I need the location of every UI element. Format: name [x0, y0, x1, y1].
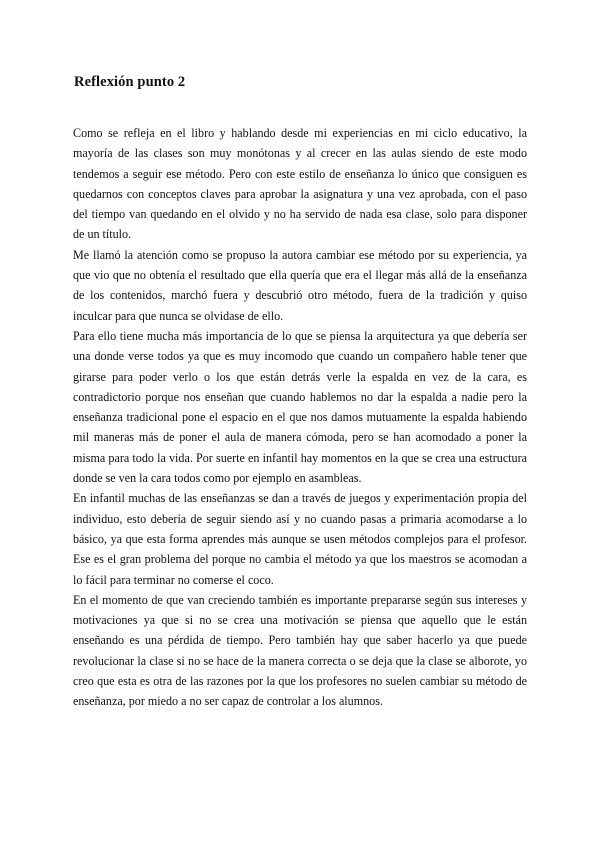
- document-body: [73, 123, 527, 712]
- document-title: Reflexión punto 2: [74, 74, 186, 90]
- paragraph-4: En infantil muchas de las enseñanzas se dan a través de juegos y experimentación propia del individuo, esto debería de seguir siendo así y no cuando pasas a primaria acomodarse a lo básico, ya que esta forma aprendes más aunque se usen métodos complejos para el profesor. Ese es el gran problema del porque no cambia el método ya que los maestros se acomodan a lo fácil para terminar no comerse el coco.: [73, 491, 527, 587]
- paragraph-5: En el momento de que van creciendo también es importante prepararse según sus intereses y motivaciones ya que si no se crea una motivación se piensa que aquello que le están enseñando es una pérdida de tiempo. Pero también hay que saber hacerlo ya que puede revolucionar la clase si no se hace de la manera correcta o se deja que la clase se alborote, yo creo que esta es otra de las razones por la que los profesores no suelen cambiar su método de enseñanza, por miedo a no ser capaz de controlar a los alumnos.: [73, 592, 527, 709]
- paragraph-1: Como se refleja en el libro y hablando desde mi experiencias en mi ciclo educativo, la mayoría de las clases son muy monótonas y al crecer en las aulas siendo de este modo tendemos a seguir ese método. Pero con este estilo de enseñanza lo único que consiguen es quedarnos con conceptos claves para aprobar la asignatura y una vez aprobada, con el paso del tiempo van quedando en el olvido y no ha servido de nada esa clase, solo para disponer de un título.: [73, 126, 527, 242]
- paragraph-2: Me llamó la atención como se propuso la autora cambiar ese método por su experiencia, ya que vio que no obtenía el resultado que ella quería que era el llegar más allá de la enseñanza de los contenidos, marchó fuera y descubrió otro método, fuera de la tradición y quiso inculcar para que nunca se olvidase de ello.: [73, 247, 527, 323]
- paragraph-3: Para ello tiene mucha más importancia de lo que se piensa la arquitectura ya que debería ser una donde verse todos ya que es muy incomodo que cuando un compañero hable tener que girarse para poder verlo o los que están detrás verle la espalda en vez de la cara, es contradictorio porque nos enseñan que cuando hablemos no dar la espalda a nadie pero la enseñanza tradicional pone el espacio en el que nos damos mutuamente la espalda habiendo mil maneras más de poner el aula de manera cómoda, pero se han acomodado a poner la misma para todo la vida. Por suerte en infantil hay momentos en la que se crea una estructura donde se ven la cara todos como por ejemplo en asambleas.: [73, 328, 527, 486]
